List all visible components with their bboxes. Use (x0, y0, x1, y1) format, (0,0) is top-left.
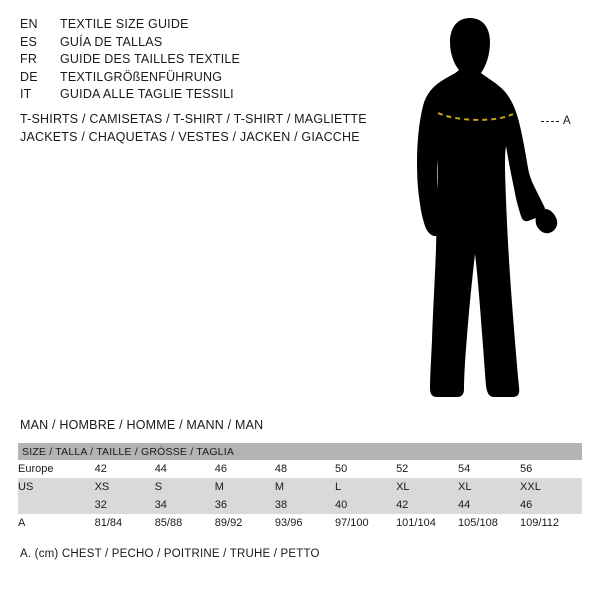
table-cell: 56 (520, 460, 582, 478)
table-cell: 85/88 (155, 514, 215, 532)
table-header-cell: SIZE / TALLA / TAILLE / GRÖSSE / TAGLIA (18, 443, 582, 460)
table-cell: XL (458, 478, 520, 496)
language-code: IT (20, 87, 32, 101)
table-cell: 42 (396, 496, 458, 514)
table-header-row (18, 443, 582, 460)
table-cell: 48 (275, 460, 335, 478)
male-silhouette-figure (395, 10, 590, 410)
garment-category-list (20, 110, 420, 146)
category-tshirts: T-SHIRTS / CAMISETAS / T-SHIRT / T-SHIRT / MAGLIETTE (20, 112, 367, 126)
footnote: A. (cm) CHEST / PECHO / POITRINE / TRUHE / PETTO (20, 548, 320, 560)
row-label (18, 496, 95, 514)
table-cell: 44 (155, 460, 215, 478)
table-cell: 44 (458, 496, 520, 514)
table-cell: 42 (95, 460, 155, 478)
table-cell: 109/112 (520, 514, 582, 532)
table-cell: 93/96 (275, 514, 335, 532)
row-label: Europe (18, 460, 95, 478)
chest-measure-line (395, 10, 590, 410)
language-code: ES (20, 34, 38, 49)
list-item (20, 69, 360, 87)
language-text: GUÍA DE TALLAS (60, 34, 163, 49)
table-cell: 50 (335, 460, 396, 478)
table-cell: 32 (95, 496, 155, 514)
language-code: DE (20, 69, 38, 84)
list-item (20, 16, 360, 34)
category-jackets: JACKETS / CHAQUETAS / VESTES / JACKEN / GIACCHE (20, 130, 360, 144)
table-row (18, 460, 582, 478)
list-item (20, 51, 360, 69)
language-text: GUIDA ALLE TAGLIE TESSILI (60, 87, 234, 101)
table-cell: 52 (396, 460, 458, 478)
table-title: MAN / HOMBRE / HOMME / MANN / MAN (20, 418, 264, 432)
table-cell: M (215, 478, 275, 496)
table-cell: 38 (275, 496, 335, 514)
table-body (18, 460, 582, 532)
table-cell: 101/104 (396, 514, 458, 532)
size-table (18, 443, 582, 532)
row-label: A (18, 514, 95, 532)
table-cell: 97/100 (335, 514, 396, 532)
chest-marker-label: A (563, 115, 571, 127)
row-label: US (18, 478, 95, 496)
table-cell: 36 (215, 496, 275, 514)
table-cell: XXL (520, 478, 582, 496)
language-text: GUIDE DES TAILLES TEXTILE (60, 52, 241, 66)
table-row (18, 478, 582, 496)
list-item (20, 34, 360, 52)
list-item (20, 86, 360, 104)
table-cell: 40 (335, 496, 396, 514)
table-cell: 54 (458, 460, 520, 478)
table-cell: XS (95, 478, 155, 496)
table-cell: 34 (155, 496, 215, 514)
table-cell: 89/92 (215, 514, 275, 532)
language-text: TEXTILE SIZE GUIDE (60, 17, 189, 31)
table-cell: XL (396, 478, 458, 496)
table-cell: 105/108 (458, 514, 520, 532)
table-row (18, 496, 582, 514)
language-list (20, 16, 360, 104)
table-head (18, 443, 582, 460)
table-cell: 46 (215, 460, 275, 478)
table-cell: 81/84 (95, 514, 155, 532)
table-cell: 46 (520, 496, 582, 514)
table-cell: S (155, 478, 215, 496)
table-cell: L (335, 478, 396, 496)
language-code: EN (20, 17, 38, 31)
table-cell: M (275, 478, 335, 496)
language-text: TEXTILGRÖßENFÜHRUNG (60, 69, 223, 84)
language-code: FR (20, 52, 38, 66)
table-row (18, 514, 582, 532)
